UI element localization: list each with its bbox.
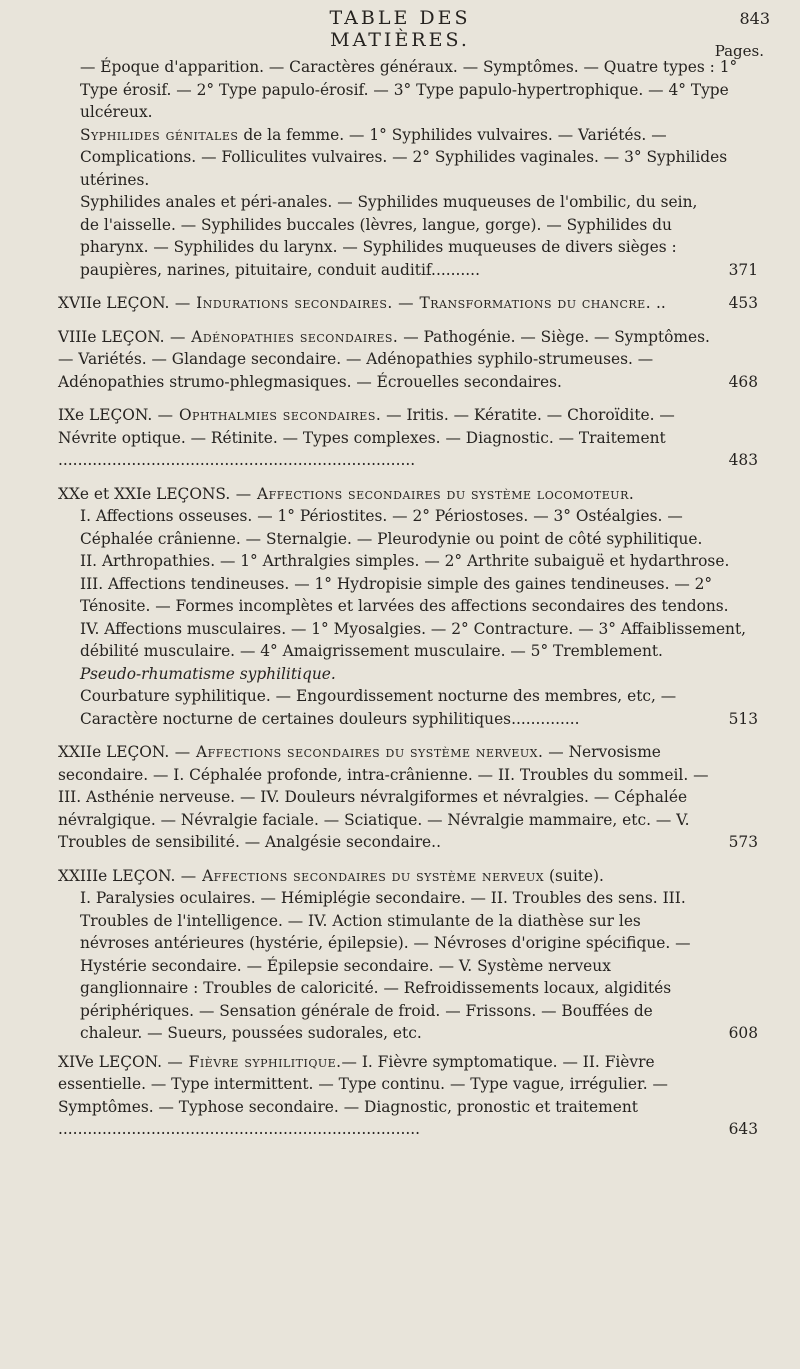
lesson-number: XVIIe LEÇON.: [58, 294, 170, 312]
lesson-number: XXe et XXIe LEÇONS.: [58, 484, 231, 503]
entry-page: 643: [728, 1120, 758, 1138]
dot-leader: ..........................................................................: [58, 1120, 421, 1138]
toc-subentry-tendons: [58, 573, 758, 618]
toc-lesson-23: [58, 865, 758, 888]
toc-entry-genital-syphilides: [58, 124, 758, 192]
lesson-title: — Ophthalmies secondaires.: [152, 406, 382, 424]
entry-page: 483: [728, 451, 758, 469]
lesson-number: XXIIIe LEÇON.: [58, 866, 176, 885]
subentry-heading: Pseudo-rhumatisme syphilitique.: [80, 664, 336, 683]
dot-leader: ..: [651, 294, 666, 312]
subentry-text: I. Paralysies oculaires. — Hémiplégie secondaire. — II. Troubles des sens. III. Troubles de l'intelligence. — IV. Action stimulante de la diathèse sur les névroses antérieures (hystérie, épilepsie). — Névroses d'origine spécifique. — Hystérie secondaire. — Épilepsie secondaire. — V. Système nerveux ganglionnaire : Troubles de caloricité. — Refroidissements locaux, algidités périphériques. — Sensation générale de froid. — Frissons. — Bouffées de chaleur. — Sueurs, poussées sudorales, etc.: [80, 889, 691, 1042]
entry-page: 608: [728, 1024, 758, 1042]
lesson-text: — Nervosisme secondaire. — I. Céphalée profonde, intra-crânienne. — II. Troubles du sommeil. — III. Asthénie nerveuse. — IV. Douleurs névralgiformes et névralgies. — Céphalée névralgique. — Névralgie faciale. — Sciatique. — Névralgie mammaire, etc. — V. Troubles de sensibilité. — Analgésie secondaire..: [58, 743, 709, 851]
dot-leader: .........................................................................: [58, 451, 416, 469]
toc-subentry-23: [58, 887, 758, 1045]
lesson-number: VIIIe LEÇON.: [58, 327, 165, 346]
toc-subentry-pseudo: [58, 685, 758, 730]
entry-page: 453: [728, 294, 758, 312]
entry-text: Syphilides anales et péri-anales. — Syphilides muqueuses de l'ombilic, du sein, de l'aisselle. — Syphilides buccales (lèvres, langue, gorge). — Syphilides du pharynx. — Syphilides du larynx. — Syphilides muqueuses de divers sièges : paupières, narines, pituitaire, conduit auditif: [80, 193, 698, 279]
lesson-title: — Affections secondaires du système locomoteur.: [230, 484, 635, 503]
entry-page: 513: [728, 709, 758, 728]
lesson-title: — Affections secondaires du système nerveux.: [169, 743, 544, 761]
lesson-number: XIVe LEÇON.: [58, 1052, 162, 1071]
pages-column-label: Pages.: [714, 42, 764, 60]
lesson-number: XXIIe LEÇON.: [58, 743, 170, 761]
toc-lesson-8: [58, 326, 758, 394]
lesson-title: — Indurations secondaires. — Transformations du chancre.: [169, 294, 652, 312]
dot-leader: ..............: [511, 709, 580, 728]
lesson-text: — Iritis. — Kératite. — Choroïdite. — Névrite optique. — Rétinite. — Types complexes. — Diagnostic. — Traitement: [58, 406, 675, 447]
running-title: TABLE DES MATIÈRES.: [329, 7, 471, 51]
toc-subentry-joints: [58, 550, 758, 573]
table-of-contents: [58, 56, 758, 1141]
entry-heading: Syphilides génitales: [80, 125, 239, 144]
subentry-text: Courbature syphilitique. — Engourdissement nocturne des membres, etc, — Caractère nocturne de certaines douleurs syphilitiques: [80, 687, 677, 728]
toc-subentry-bone: [58, 505, 758, 550]
toc-lesson-14: [58, 1051, 758, 1141]
lesson-title: — Affections secondaires du système nerveux: [175, 866, 545, 885]
toc-subentry-muscles: [58, 618, 758, 663]
toc-lesson-17: [58, 292, 758, 315]
entry-page: 573: [728, 833, 758, 851]
toc-entry-anal-syphilides: [58, 191, 758, 281]
toc-subentry-pseudo-title: [58, 663, 758, 686]
lesson-text: — Pathogénie. — Siège. — Symptômes. — Variétés. — Glandage secondaire. — Adénopathies syphilo-strumeuses. — Adénopathies strumo-phlegmasiques. — Écrouelles secondaires.: [58, 327, 710, 391]
lesson-text: — I. Fièvre symptomatique. — II. Fièvre essentielle. — Type intermittent. — Type continu. — Type vague, irrégulier. — Symptômes. — Typhose secondaire. — Diagnostic, pronostic et traitement: [58, 1052, 668, 1116]
subentry-text: I. Affections osseuses. — 1° Périostites. — 2° Périostoses. — 3° Ostéalgies. — Céphalée crânienne. — Sternalgie. — Pleurodynie ou point de côté syphilitique.: [80, 507, 703, 548]
lesson-title: — Adénopathies secondaires.: [164, 327, 399, 346]
subentry-text: II. Arthropathies. — 1° Arthralgies simples. — 2° Arthrite subaiguë et hydarthrose.: [80, 552, 730, 570]
page-number: 843: [739, 9, 770, 28]
entry-page: 371: [728, 260, 758, 279]
toc-lesson-22: [58, 741, 758, 854]
toc-lesson-9: [58, 404, 758, 472]
lesson-number: IXe LEÇON.: [58, 406, 153, 424]
subentry-text: IV. Affections musculaires. — 1° Myosalgies. — 2° Contracture. — 3° Affaiblissement, débilité musculaire. — 4° Amaigrissement musculaire. — 5° Tremblement.: [80, 619, 747, 660]
entry-text: de la femme. — 1° Syphilides vulvaires. — Variétés. — Complications. — Folliculites vulvaires. — 2° Syphilides vaginales. — 3° Syphilides utérines.: [80, 125, 728, 189]
lesson-title: — Fièvre syphilitique.: [161, 1052, 342, 1071]
entry-page: 468: [728, 372, 758, 391]
dot-leader: ..........: [431, 260, 480, 279]
entry-text: — Époque d'apparition. — Caractères généraux. — Symptômes. — Quatre types : 1° Type érosif. — 2° Type papulo-érosif. — 3° Type papulo-hypertrophique. — 4° Type ulcéreux.: [80, 58, 738, 121]
lesson-title-tail: (suite).: [544, 866, 604, 885]
toc-entry-continuation: [58, 56, 758, 124]
subentry-text: III. Affections tendineuses. — 1° Hydropisie simple des gaines tendineuses. — 2° Ténosite. — Formes incomplètes et larvées des affections secondaires des tendons.: [80, 574, 729, 615]
toc-lesson-20-21: [58, 483, 758, 506]
